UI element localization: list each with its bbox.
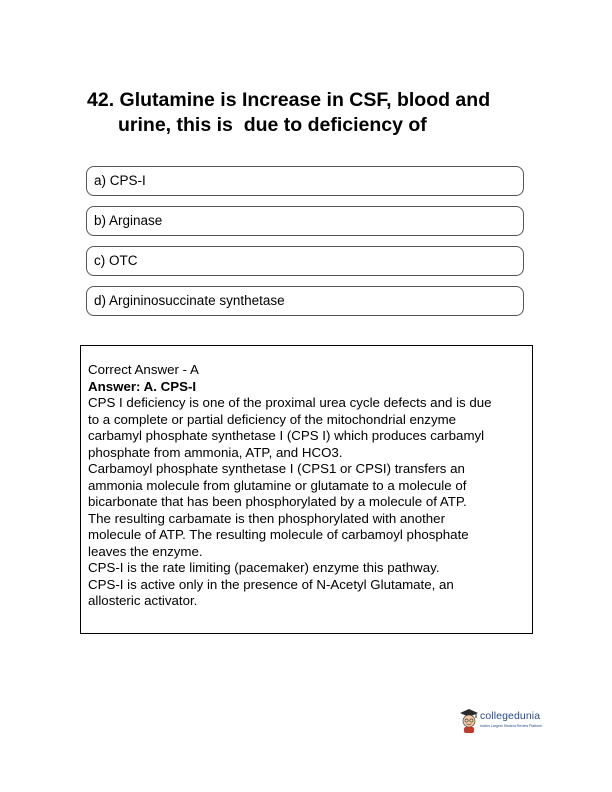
explanation-line: The resulting carbamate is then phosphorylated with another [88, 510, 446, 526]
explanation-line: Carbamoyl phosphate synthetase I (CPS1 or CPSI) transfers an [88, 461, 465, 476]
answer-box [80, 345, 533, 634]
collegedunia-logo[interactable] [458, 708, 548, 736]
brand-tagline: India's Largest Student Review Platform [480, 724, 543, 728]
option-a[interactable]: a) CPS-I [86, 166, 524, 196]
explanation-line: phosphate from ammonia, ATP, and HCO3. [88, 444, 343, 460]
explanation-line: carbamyl phosphate synthetase I (CPS I) which produces carbamyl [88, 428, 485, 443]
option-b[interactable]: b) Arginase [86, 206, 524, 236]
question-title [87, 88, 527, 138]
correct-answer-label: Correct Answer - A [88, 362, 199, 377]
brand-name: collegedunia [480, 710, 541, 722]
mascot-icon [458, 708, 480, 734]
answer-heading: Answer: A. CPS-I [88, 378, 197, 394]
option-d[interactable]: d) Argininosuccinate synthetase [86, 286, 524, 316]
explanation-line: allosteric activator. [88, 593, 198, 608]
explanation-line: CPS-I is active only in the presence of N-Acetyl Glutamate, an [88, 576, 454, 592]
explanation-line: molecule of ATP. The resulting molecule of carbamoyl phosphate [88, 527, 469, 542]
explanation-line: to a complete or partial deficiency of the mitochondrial enzyme [88, 411, 457, 427]
explanation-line: bicarbonate that has been phosphorylated by a molecule of ATP. [88, 494, 467, 509]
question-line-2: urine, this is due to deficiency of [118, 114, 427, 136]
option-c[interactable]: c) OTC [86, 246, 524, 276]
explanation-line: ammonia molecule from glutamine or glutamate to a molecule of [88, 477, 467, 493]
question-line-1: 42. Glutamine is Increase in CSF, blood and [87, 89, 491, 111]
explanation-line: CPS I deficiency is one of the proximal urea cycle defects and is due [88, 395, 492, 410]
explanation-line: CPS-I is the rate limiting (pacemaker) enzyme this pathway. [88, 560, 440, 575]
explanation-line: leaves the enzyme. [88, 543, 203, 559]
